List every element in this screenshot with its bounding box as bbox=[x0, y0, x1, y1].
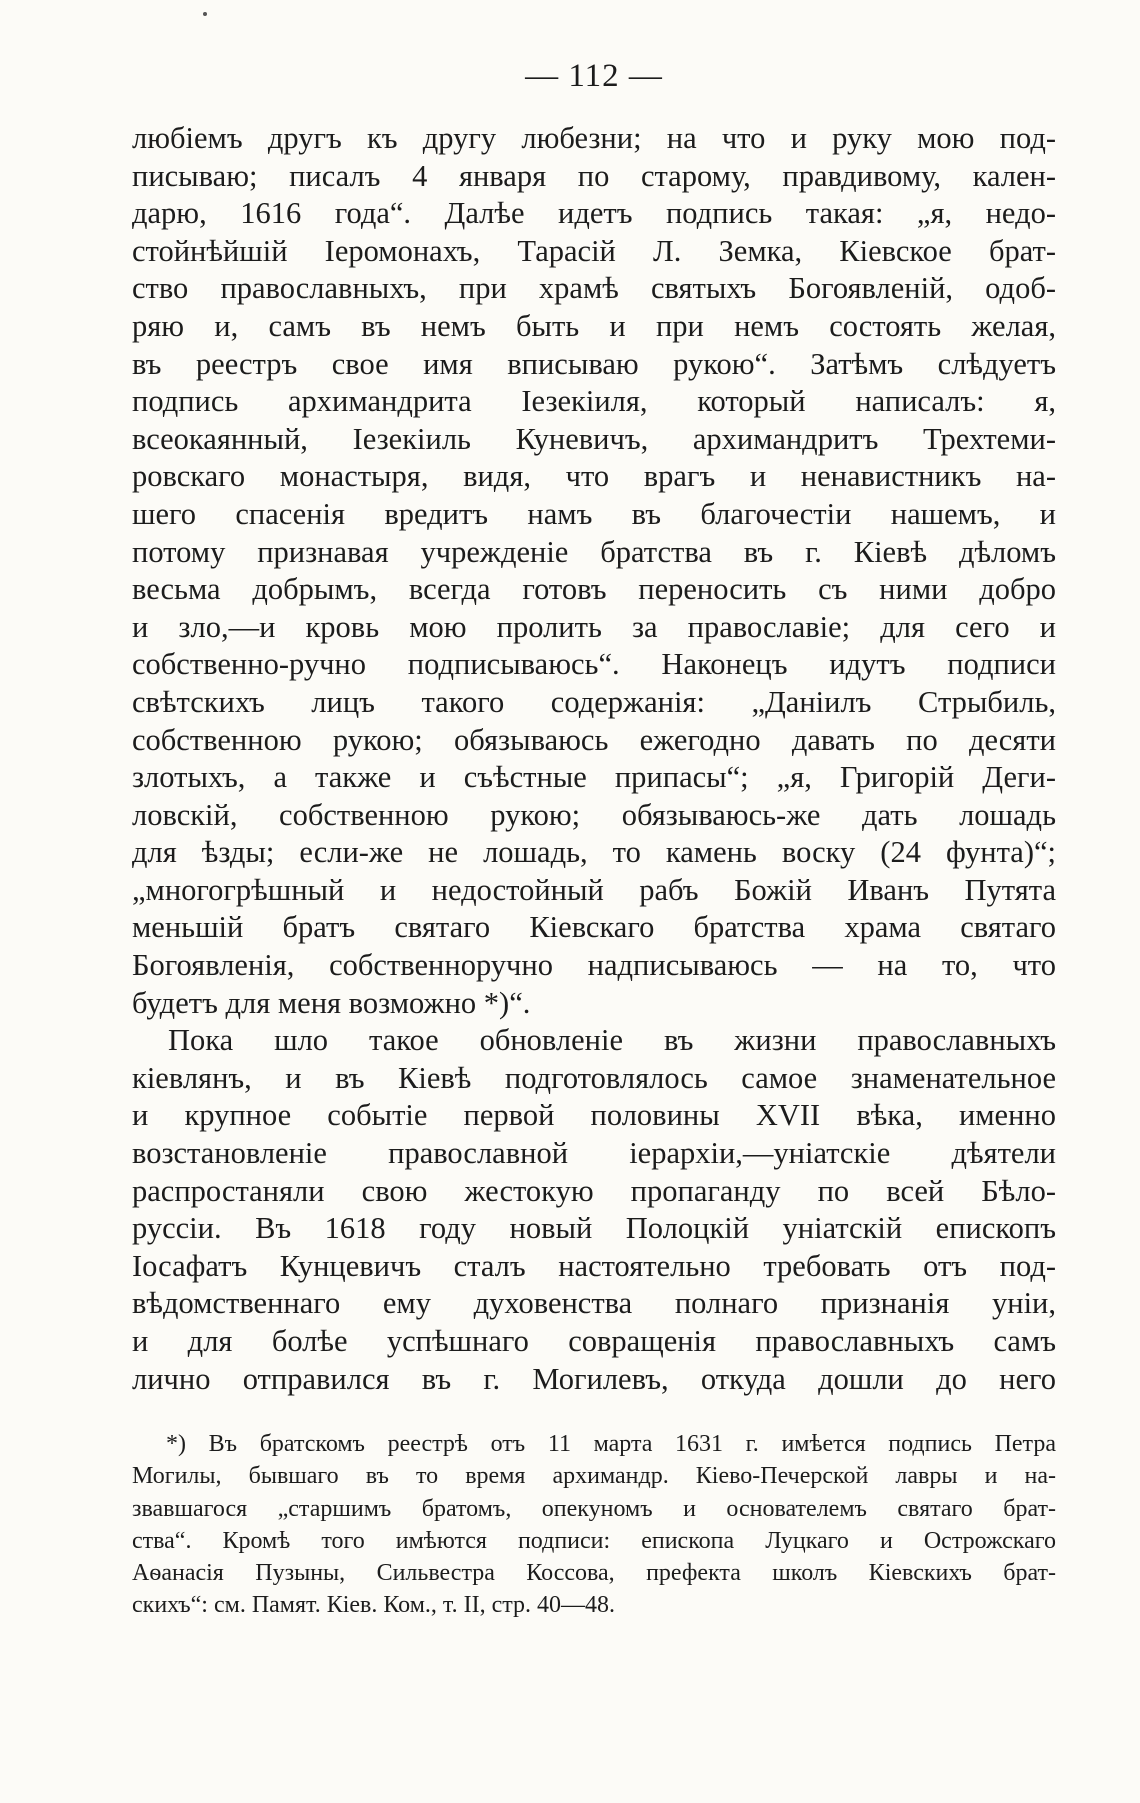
text-line: „многогрѣшный и недостойный рабъ Божій Иванъ Путята bbox=[132, 872, 1056, 907]
text-line: злотыхъ, а также и съѣстные припасы“; „я, Григорій Деги- bbox=[132, 760, 1056, 795]
book-page bbox=[132, 48, 1056, 1768]
text-line: лично отправился въ г. Могилевъ, откуда дошли до него bbox=[132, 1361, 1056, 1396]
text-line: дарю, 1616 года“. Далѣе идетъ подпись такая: „я, недо- bbox=[132, 196, 1056, 231]
footnote-line: Аѳанасія Пузыны, Сильвестра Коссова, префекта школъ Кіевскихъ брат- bbox=[132, 1559, 1056, 1586]
text-line: для ѣзды; если-же не лошадь, то камень воску (24 фунта)“; bbox=[132, 835, 1056, 870]
main-text bbox=[132, 120, 1056, 1398]
text-line: и для болѣе успѣшнаго совращенія православныхъ самъ bbox=[132, 1324, 1056, 1358]
text-line: всеокаянный, Іезекіиль Куневичъ, архимандритъ Трехтеми- bbox=[132, 421, 1056, 456]
text-line: ряю и, самъ въ немъ быть и при немъ состоять желая, bbox=[132, 308, 1056, 343]
text-line: и крупное событіе первой половины XVII вѣка, именно bbox=[132, 1098, 1056, 1133]
footnote-line: Могилы, бывшаго въ то время архимандр. Кіево-Печерской лавры и на- bbox=[132, 1463, 1056, 1490]
footnote-line: ства“. Кромѣ того имѣются подписи: епископа Луцкаго и Острожскаго bbox=[132, 1527, 1056, 1554]
text-line: писываю; писалъ 4 января по старому, правдивому, кален- bbox=[132, 158, 1056, 193]
text-line: потому признавая учрежденіе братства въ г. Кіевѣ дѣломъ bbox=[132, 534, 1056, 569]
text-line: возстановленіе православной іерархіи,—уніатскіе дѣятели bbox=[132, 1136, 1056, 1171]
text-line: шего спасенія вредитъ намъ въ благочестіи нашемъ, и bbox=[132, 496, 1056, 531]
text-line: Іосафатъ Кунцевичъ сталъ настоятельно требовать отъ под- bbox=[132, 1248, 1056, 1283]
paragraph-start-line: Пока шло такое обновленіе въ жизни православныхъ bbox=[168, 1023, 1056, 1058]
text-line: вѣдомственнаго ему духовенства полнаго признанія уніи, bbox=[132, 1286, 1056, 1321]
text-line: весьма добрымъ, всегда готовъ переносить съ ними добро bbox=[132, 572, 1056, 607]
text-line: собственно-ручно подписываюсь“. Наконецъ идутъ подписи bbox=[132, 647, 1056, 682]
footnote-line: *) Въ братскомъ реестрѣ отъ 11 марта 1631 г. имѣется подпись Петра bbox=[166, 1431, 1056, 1458]
text-line: ровскаго монастыря, видя, что врагъ и ненавистникъ на- bbox=[132, 459, 1056, 494]
text-line: Богоявленія, собственноручно надписываюсь — на то, что bbox=[132, 948, 1056, 983]
text-line: ство православныхъ, при храмѣ святыхъ Богоявленій, одоб- bbox=[132, 271, 1056, 306]
footnote-line: скихъ“: см. Памят. Кіев. Ком., т. II, стр. 40—48. bbox=[132, 1592, 616, 1619]
text-line: любіемъ другъ къ другу любезни; на что и руку мою под- bbox=[132, 121, 1056, 155]
paper-speck bbox=[203, 12, 207, 16]
text-line: подпись архимандрита Іезекіиля, который написалъ: я, bbox=[132, 384, 1056, 419]
text-line: ловскій, собственною рукою; обязываюсь-же дать лошадь bbox=[132, 797, 1056, 832]
text-line: свѣтскихъ лицъ такого содержанія: „Даніилъ Стрыбиль, bbox=[132, 684, 1056, 719]
text-line: меньшій братъ святаго Кіевскаго братства храма святаго bbox=[132, 910, 1056, 945]
paragraph-end-line: будетъ для меня возможно *)“. bbox=[132, 985, 531, 1020]
text-line: и зло,—и кровь мою пролить за православіе; для сего и bbox=[132, 609, 1056, 644]
text-line: собственною рукою; обязываюсь ежегодно давать по десяти bbox=[132, 722, 1056, 757]
footnote bbox=[132, 1428, 1056, 1621]
text-line: стойнѣйшій Іеромонахъ, Тарасій Л. Земка, Кіевское брат- bbox=[132, 233, 1056, 268]
text-line: руссіи. Въ 1618 году новый Полоцкій уніатскій епископъ bbox=[132, 1211, 1056, 1246]
footnote-line: звавшагося „старшимъ братомъ, опекуномъ и основателемъ святаго брат- bbox=[132, 1495, 1056, 1522]
text-line: въ реестръ свое имя вписываю рукою“. Затѣмъ слѣдуетъ bbox=[132, 346, 1056, 381]
page-number: — 112 — bbox=[525, 58, 663, 94]
text-line: распростаняли свою жестокую пропаганду по всей Бѣло- bbox=[132, 1173, 1056, 1208]
text-line: кіевлянъ, и въ Кіевѣ подготовлялось самое знаменательное bbox=[132, 1060, 1056, 1095]
